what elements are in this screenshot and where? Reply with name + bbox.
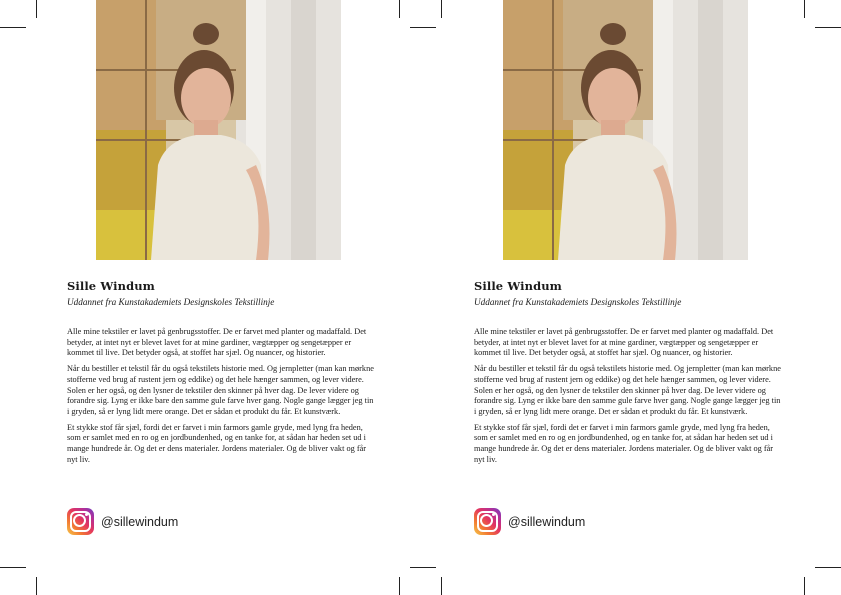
crop-mark <box>410 27 436 28</box>
instagram-icon <box>474 508 501 535</box>
bio-paragraph: Når du bestiller et tekstil får du også tekstilets historie med. Og jernpletter (man kan mørkne stofferne ved brug af rustent jern og eddike) og det hele hænger sammen, og lever videre. Solen er her også, og den lysner de tekstiler den skinner på hver dag. De lever videre og forandre sig. Lyng er ikke bare den samme gule farve hver gang. Nogle gange lægger jeg tin i gryden, så er lyng lidt mere orange. Det er sådan et produkt du får. Et kunstværk. <box>67 364 374 416</box>
instagram-link[interactable] <box>474 508 585 535</box>
artist-card-right <box>470 0 810 595</box>
artist-education: Uddannet fra Kunstakademiets Designskoles Tekstillinje <box>67 297 275 307</box>
instagram-handle[interactable]: @sillewindum <box>101 514 179 529</box>
crop-mark <box>0 567 26 568</box>
bio-paragraph: Et stykke stof får sjæl, fordi det er farvet i min farmors gamle gryde, med lyng fra heden, som er samlet med en ro og en jordbundenhed, og en tanke for, at sådan har heden set ud i mange hundrede år. Og det er dens materialer. Jordens materialer. Og de bliver vakt og får nyt liv. <box>474 422 774 464</box>
crop-mark <box>441 0 442 18</box>
bio-text <box>67 327 377 470</box>
crop-mark <box>0 27 26 28</box>
instagram-handle[interactable]: @sillewindum <box>508 514 586 529</box>
crop-mark <box>815 27 841 28</box>
crop-mark <box>410 567 436 568</box>
portrait-photo <box>96 0 341 260</box>
artist-card-left <box>63 0 403 595</box>
artist-name: Sille Windum <box>67 279 155 293</box>
bio-paragraph: Et stykke stof får sjæl, fordi det er farvet i min farmors gamle gryde, med lyng fra heden, som er samlet med en ro og en jordbundenhed, og en tanke for, at sådan har heden set ud i mange hundrede år. Og det er dens materialer. Jordens materialer. Og de bliver vakt og får nyt liv. <box>67 422 367 464</box>
crop-mark <box>36 0 37 18</box>
portrait-photo <box>503 0 748 260</box>
crop-mark <box>36 577 37 595</box>
crop-mark <box>815 567 841 568</box>
crop-mark <box>441 577 442 595</box>
artist-education: Uddannet fra Kunstakademiets Designskoles Tekstillinje <box>474 297 682 307</box>
bio-paragraph: Alle mine tekstiler er lavet på genbrugsstoffer. De er farvet med planter og madaffald. Det betyder, at intet nyt er blevet lavet for at mine gardiner, vægtæpper og sengetæpper er kommet til live. Det betyder også, at stoffet har sjæl. Og nuancer, og historier. <box>474 327 774 358</box>
bio-paragraph: Når du bestiller et tekstil får du også tekstilets historie med. Og jernpletter (man kan mørkne stofferne ved brug af rustent jern og eddike) og det hele hænger sammen, og lever videre. Solen er her også, og den lysner de tekstiler den skinner på hver dag. De lever videre og forandre sig. Lyng er ikke bare den samme gule farve hver gang. Nogle gange lægger jeg tin i gryden, så er lyng lidt mere orange. Det er sådan et produkt du får. Et kunstværk. <box>474 364 781 416</box>
instagram-link[interactable] <box>67 508 178 535</box>
artist-name: Sille Windum <box>474 279 562 293</box>
bio-paragraph: Alle mine tekstiler er lavet på genbrugsstoffer. De er farvet med planter og madaffald. Det betyder, at intet nyt er blevet lavet for at mine gardiner, vægtæpper og sengetæpper er kommet til live. Det betyder også, at stoffet har sjæl. Og nuancer, og historier. <box>67 327 367 358</box>
instagram-icon <box>67 508 94 535</box>
bio-text <box>474 327 784 470</box>
